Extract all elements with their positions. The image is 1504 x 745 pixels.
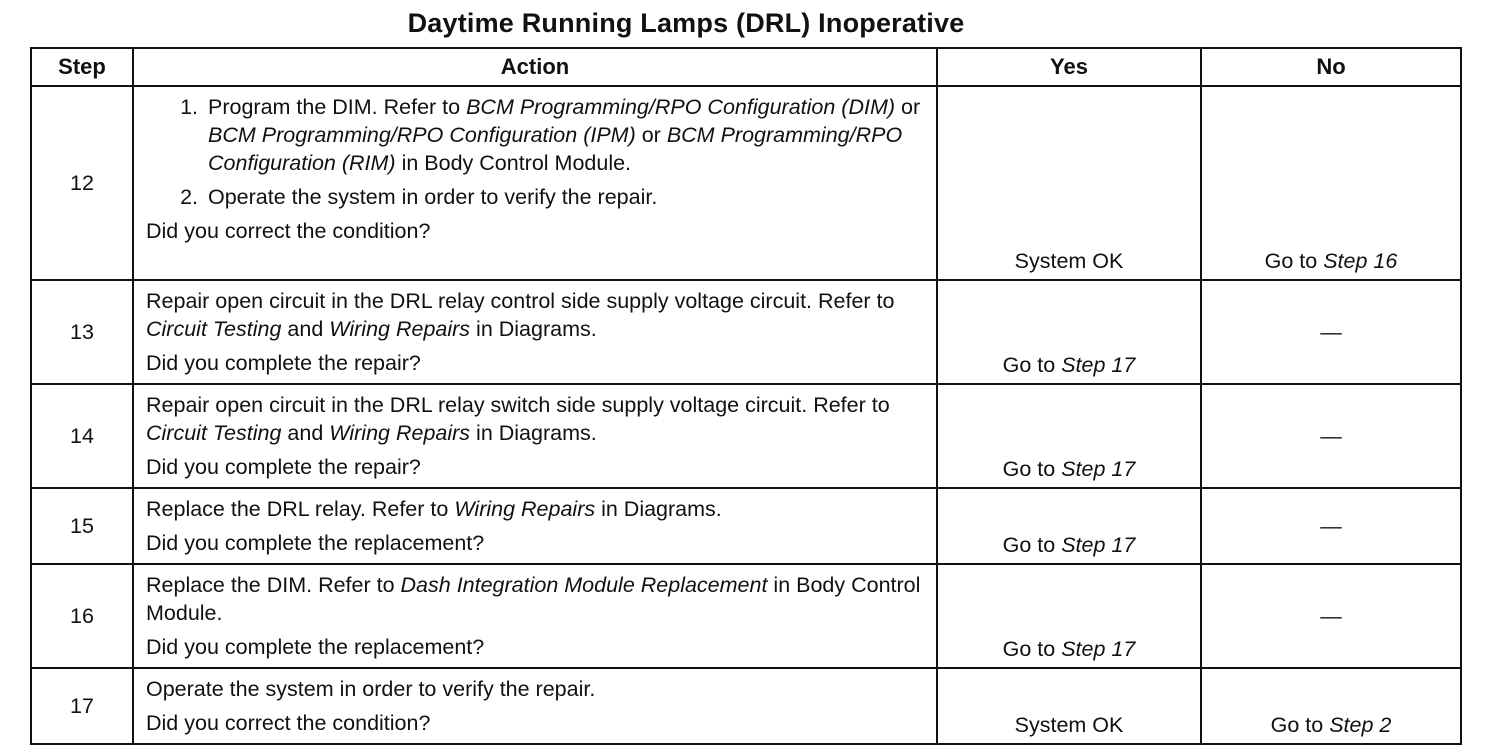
step-number: 12 bbox=[31, 86, 133, 280]
reference-link: Wiring Repairs bbox=[329, 317, 471, 341]
step-reference: Step 17 bbox=[1061, 457, 1136, 481]
table-row bbox=[31, 564, 1461, 668]
step-number: 15 bbox=[31, 488, 133, 564]
action-cell bbox=[133, 488, 937, 564]
action-cell bbox=[133, 564, 937, 668]
yes-cell: System OK bbox=[937, 86, 1201, 280]
action-text: Replace the DRL relay. Refer to Wiring Repairs in Diagrams. bbox=[146, 497, 722, 521]
yes-cell: System OK bbox=[937, 668, 1201, 744]
reference-link: BCM Programming/RPO Configuration (IPM) bbox=[208, 123, 636, 147]
header-row bbox=[31, 48, 1461, 86]
header-yes: Yes bbox=[937, 48, 1201, 86]
step-reference: Step 16 bbox=[1323, 249, 1398, 273]
step-reference: Step 17 bbox=[1061, 533, 1136, 557]
question: Did you complete the repair? bbox=[146, 455, 421, 479]
step-number: 16 bbox=[31, 564, 133, 668]
reference-link: Circuit Testing bbox=[146, 317, 282, 341]
step-number: 13 bbox=[31, 280, 133, 384]
question: Did you complete the replacement? bbox=[146, 635, 485, 659]
question: Did you correct the condition? bbox=[146, 711, 431, 735]
action-cell bbox=[133, 384, 937, 488]
action-cell bbox=[133, 86, 937, 280]
action-text: Repair open circuit in the DRL relay switch side supply voltage circuit. Refer to Circuit Testing and Wiring Repairs in Diagrams. bbox=[146, 393, 890, 445]
yes-cell: Go to Step 17 bbox=[937, 564, 1201, 668]
list-item: 2. Operate the system in order to verify the repair. bbox=[204, 183, 926, 211]
no-cell: — bbox=[1201, 384, 1461, 488]
reference-link: Dash Integration Module Replacement bbox=[400, 573, 768, 597]
page-title: Daytime Running Lamps (DRL) Inoperative bbox=[407, 8, 965, 38]
no-cell: Go to Step 16 bbox=[1201, 86, 1461, 280]
action-cell bbox=[133, 280, 937, 384]
table-row bbox=[31, 668, 1461, 744]
step-reference: Step 2 bbox=[1329, 713, 1392, 737]
reference-link: BCM Programming/RPO Configuration (RIM) bbox=[208, 123, 903, 175]
table-row bbox=[31, 384, 1461, 488]
reference-link: BCM Programming/RPO Configuration (DIM) bbox=[466, 95, 896, 119]
no-cell: Go to Step 2 bbox=[1201, 668, 1461, 744]
table-row bbox=[31, 86, 1461, 280]
no-cell: — bbox=[1201, 564, 1461, 668]
question: Did you complete the repair? bbox=[146, 351, 421, 375]
no-cell: — bbox=[1201, 280, 1461, 384]
yes-cell: Go to Step 17 bbox=[937, 280, 1201, 384]
question: Did you correct the condition? bbox=[146, 219, 431, 243]
question: Did you complete the replacement? bbox=[146, 531, 485, 555]
list-item: 1. Program the DIM. Refer to BCM Programming/RPO Configuration (DIM) or BCM Programming/RPO Configuration (IPM) or BCM Programming/RPO Configuration (RIM) in Body Control Module. bbox=[204, 93, 926, 177]
diagnostic-table bbox=[30, 47, 1462, 745]
action-list bbox=[146, 93, 926, 211]
reference-link: Wiring Repairs bbox=[329, 421, 471, 445]
step-reference: Step 17 bbox=[1061, 353, 1136, 377]
table-row bbox=[31, 488, 1461, 564]
step-number: 17 bbox=[31, 668, 133, 744]
no-cell: — bbox=[1201, 488, 1461, 564]
step-reference: Step 17 bbox=[1061, 637, 1136, 661]
step-number: 14 bbox=[31, 384, 133, 488]
action-text: Replace the DIM. Refer to Dash Integration Module Replacement in Body Control Module. bbox=[146, 573, 921, 625]
reference-link: Wiring Repairs bbox=[454, 497, 596, 521]
yes-cell: Go to Step 17 bbox=[937, 488, 1201, 564]
header-no: No bbox=[1201, 48, 1461, 86]
table-row bbox=[31, 280, 1461, 384]
header-action: Action bbox=[133, 48, 937, 86]
yes-cell: Go to Step 17 bbox=[937, 384, 1201, 488]
header-step: Step bbox=[31, 48, 133, 86]
action-text: Operate the system in order to verify the repair. bbox=[146, 677, 596, 701]
action-cell bbox=[133, 668, 937, 744]
action-text: Repair open circuit in the DRL relay control side supply voltage circuit. Refer to Circuit Testing and Wiring Repairs in Diagrams. bbox=[146, 289, 895, 341]
reference-link: Circuit Testing bbox=[146, 421, 282, 445]
